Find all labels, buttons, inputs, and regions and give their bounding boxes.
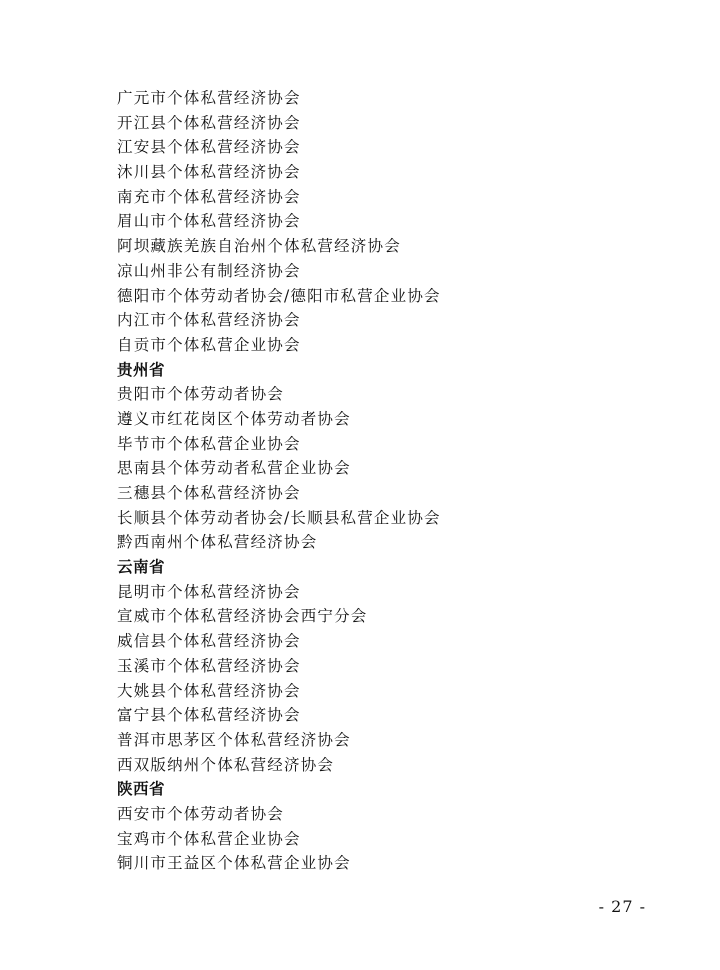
association-entry: 三穗县个体私营经济协会 xyxy=(117,484,301,502)
association-entry: 思南县个体劳动者私营企业协会 xyxy=(117,459,351,478)
association-entry: 长顺县个体劳动者协会/长顺县私营企业协会 xyxy=(117,508,441,527)
association-entry: 毕节市个体私营企业协会 xyxy=(117,434,301,453)
association-entry: 威信县个体私营经济协会 xyxy=(117,632,301,651)
association-entry: 西双版纳州个体私营经济协会 xyxy=(117,755,335,774)
association-entry: 内江市个体私营经济协会 xyxy=(117,311,301,330)
association-entry: 贵阳市个体劳动者协会 xyxy=(117,385,285,404)
association-entry: 凉山州非公有制经济协会 xyxy=(117,261,301,280)
province-heading: 陕西省 xyxy=(117,780,166,799)
association-list xyxy=(117,86,677,876)
association-entry: 普洱市思茅区个体私营经济协会 xyxy=(117,730,351,749)
association-entry: 富宁县个体私营经济协会 xyxy=(117,706,301,725)
association-entry: 遵义市红花岗区个体劳动者协会 xyxy=(117,409,351,428)
association-entry: 广元市个体私营经济协会 xyxy=(117,89,301,107)
association-entry: 西安市个体劳动者协会 xyxy=(117,804,285,823)
association-entry: 南充市个体私营经济协会 xyxy=(117,187,301,206)
association-entry: 铜川市王益区个体私营企业协会 xyxy=(117,854,351,873)
province-heading: 云南省 xyxy=(117,558,166,577)
association-entry: 大姚县个体私营经济协会 xyxy=(117,681,301,700)
association-entry: 宣威市个体私营经济协会西宁分会 xyxy=(117,607,368,626)
association-entry: 宝鸡市个体私营企业协会 xyxy=(117,829,301,848)
association-entry: 德阳市个体劳动者协会/德阳市私营企业协会 xyxy=(117,286,441,305)
association-entry: 开江县个体私营经济协会 xyxy=(117,113,301,132)
association-entry: 黔西南州个体私营经济协会 xyxy=(117,533,318,552)
association-entry: 眉山市个体私营经济协会 xyxy=(117,212,301,231)
page-number: - 27 - xyxy=(598,897,646,916)
association-entry: 玉溪市个体私营经济协会 xyxy=(117,656,301,675)
province-heading: 贵州省 xyxy=(117,360,166,379)
association-entry: 自贡市个体私营企业协会 xyxy=(117,335,301,354)
association-entry: 沐川县个体私营经济协会 xyxy=(117,163,301,182)
association-entry: 昆明市个体私营经济协会 xyxy=(117,582,301,601)
association-entry: 江安县个体私营经济协会 xyxy=(117,138,301,157)
association-entry: 阿坝藏族羌族自治州个体私营经济协会 xyxy=(117,237,401,256)
